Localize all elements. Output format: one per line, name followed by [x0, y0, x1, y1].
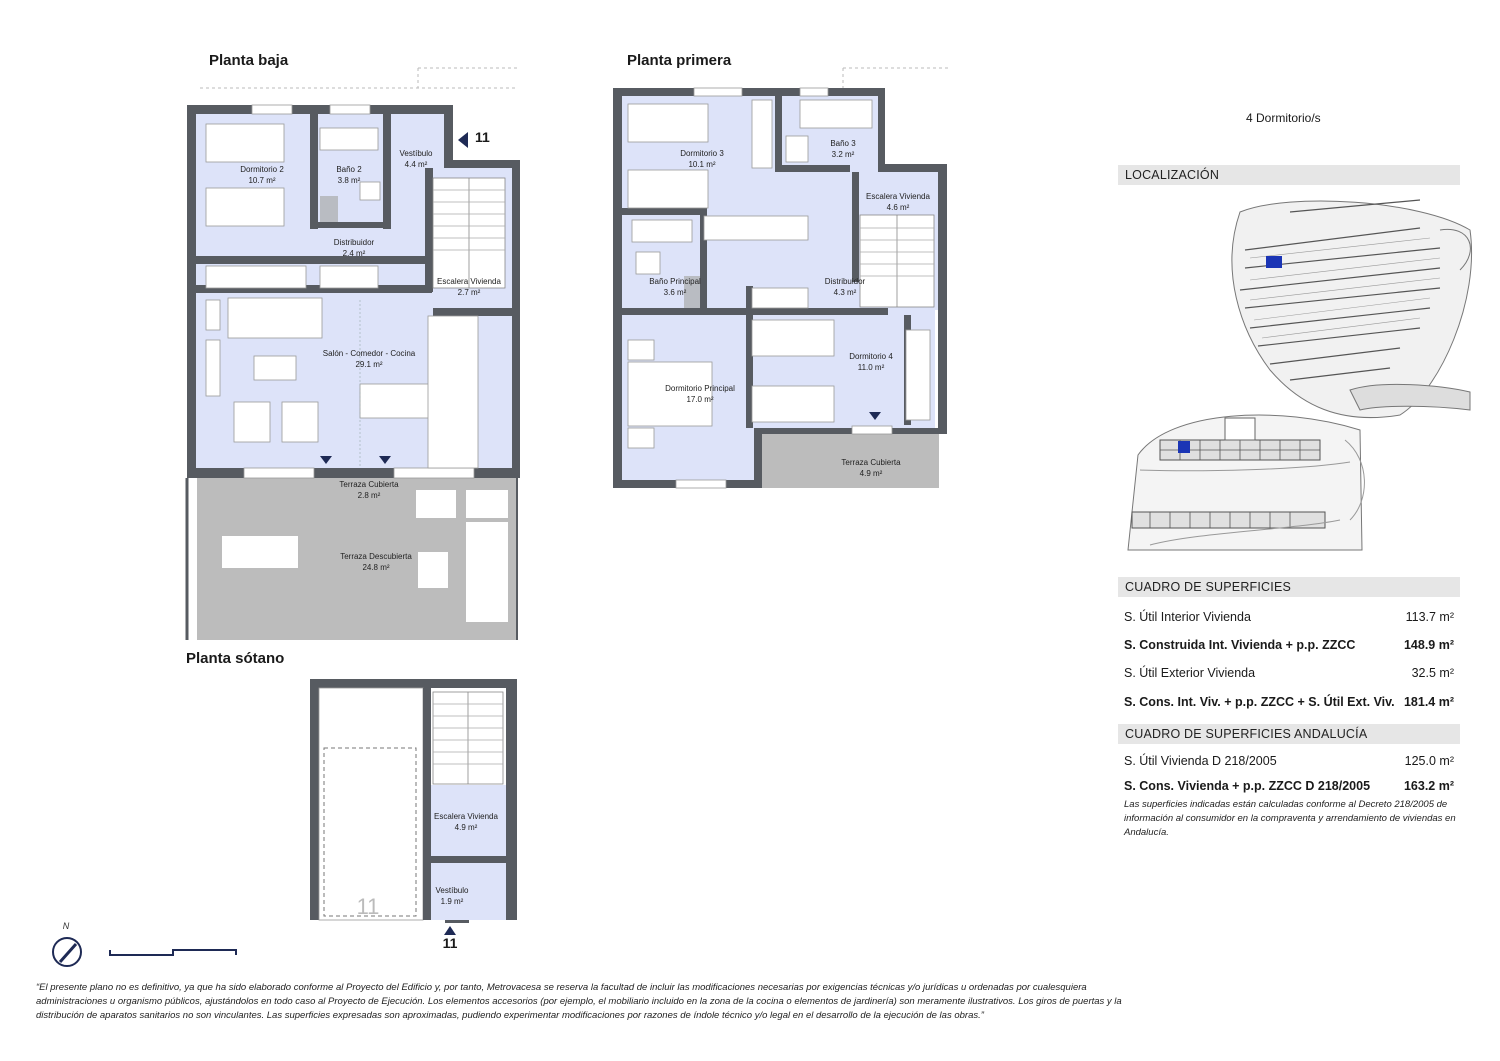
surface-label: S. Útil Interior Vivienda — [1124, 610, 1251, 624]
room-area: 1.9 m² — [440, 897, 464, 906]
room-area: 2.8 m² — [357, 491, 381, 500]
room-name: Escalera Vivienda — [437, 277, 501, 286]
room-area: 3.2 m² — [831, 150, 855, 159]
surface-value: 148.9 m² — [1403, 638, 1454, 652]
room-name: Baño 3 — [830, 139, 856, 148]
location-map-icon — [1128, 200, 1472, 550]
room-name: Distribuidor — [824, 277, 866, 286]
surface-value: 163.2 m² — [1403, 779, 1454, 793]
surface-row — [1124, 666, 1454, 680]
room-area: 24.8 m² — [362, 563, 390, 572]
bedroom-count: 4 Dormitorio/s — [1246, 111, 1321, 125]
disclaimer-text: “El presente plano no es definitivo, ya que ha sido elaborado conforme al Proyecto del Edificio y, por tanto, Metrovacesa se reserva la facultad de incluir las modificaciones necesarias por exigencias técnicas y/o jurídicas u ordenadas por cualesquiera administraciones u organismo públicos, ajustándolos en todo caso al Proyecto de Ejecución. Los elementos accesorios (por ejemplo, el mobiliario incluido en la zona de la cocina o elementos de jardinería) son meramente ilustrativos. Los giros de puertas y la distribución de aparatos sanitarios no son vinculantes. Las superficies expresadas son aproximadas, pudiendo experimentar modificaciones por razones de índole técnico y/o legal en el desarrollo de la ejecución de las obras.” — [36, 982, 1122, 1021]
first-floor-title: Planta primera — [627, 52, 732, 69]
surface-label: S. Útil Exterior Vivienda — [1124, 666, 1256, 680]
surface-value: 32.5 m² — [1411, 666, 1454, 680]
room-area: 17.0 m² — [686, 395, 714, 404]
andalucia-note: Las superficies indicadas están calculadas conforme al Decreto 218/2005 de información al consumidor en la compraventa y arrendamiento de viviendas en Andalucía. — [1124, 799, 1456, 838]
surface-row — [1124, 610, 1454, 624]
room-area: 3.6 m² — [663, 288, 687, 297]
basement-plan — [310, 679, 517, 951]
room-name: Dormitorio 2 — [240, 165, 284, 174]
surface-value: 181.4 m² — [1403, 695, 1454, 709]
room-name: Terraza Descubierta — [340, 552, 412, 561]
surface-value: 125.0 m² — [1404, 754, 1454, 768]
basement-entry-label: 11 — [442, 935, 458, 951]
room-area: 10.1 m² — [688, 160, 716, 169]
surface-label: S. Cons. Int. Viv. + p.p. ZZCC + S. Útil Ext. Viv. — [1124, 695, 1395, 709]
room-name: Baño Principal — [649, 277, 701, 286]
room-area: 4.3 m² — [833, 288, 857, 297]
room-area: 2.7 m² — [457, 288, 481, 297]
room-name: Escalera Vivienda — [434, 812, 498, 821]
basement-title: Planta sótano — [186, 650, 285, 667]
surface-row — [1124, 638, 1454, 652]
surface-row — [1124, 754, 1454, 768]
room-area: 10.7 m² — [248, 176, 276, 185]
compass-icon — [53, 921, 81, 966]
room-name: Salón - Comedor - Cocina — [322, 349, 416, 358]
surfaces-heading: CUADRO DE SUPERFICIES — [1118, 577, 1460, 597]
room-name: Escalera Vivienda — [866, 192, 930, 201]
surface-row — [1124, 779, 1454, 793]
surface-label: S. Cons. Vivienda + p.p. ZZCC D 218/2005 — [1124, 779, 1371, 793]
room-area: 4.9 m² — [454, 823, 478, 832]
location-heading: LOCALIZACIÓN — [1118, 165, 1460, 185]
parking-number: 11 — [356, 894, 380, 919]
room-name: Dormitorio 4 — [849, 352, 893, 361]
ground-entry-label: 11 — [475, 129, 490, 145]
room-name: Dormitorio 3 — [680, 149, 724, 158]
room-area: 29.1 m² — [355, 360, 383, 369]
scale-bar — [110, 950, 236, 955]
room-area: 2.4 m² — [342, 249, 366, 258]
room-name: Dormitorio Principal — [665, 384, 735, 393]
room-name: Distribuidor — [333, 238, 375, 247]
room-area: 4.4 m² — [404, 160, 428, 169]
ground-floor-plan — [187, 68, 520, 640]
room-name: Terraza Cubierta — [841, 458, 901, 467]
room-name: Vestíbulo — [435, 886, 469, 895]
room-name: Vestíbulo — [399, 149, 433, 158]
andalucia-heading: CUADRO DE SUPERFICIES ANDALUCÍA — [1118, 724, 1460, 744]
first-floor-plan — [613, 68, 948, 488]
room-area: 3.8 m² — [337, 176, 361, 185]
room-name: Terraza Cubierta — [339, 480, 399, 489]
room-area: 11.0 m² — [857, 363, 885, 372]
room-area: 4.9 m² — [859, 469, 883, 478]
ground-floor-title: Planta baja — [209, 52, 289, 69]
room-area: 4.6 m² — [886, 203, 910, 212]
surface-row — [1124, 695, 1454, 709]
surface-label: S. Útil Vivienda D 218/2005 — [1124, 754, 1277, 768]
compass-north-label: N — [62, 921, 70, 931]
surface-value: 113.7 m² — [1405, 610, 1454, 624]
surface-label: S. Construida Int. Vivienda + p.p. ZZCC — [1124, 638, 1356, 652]
room-name: Baño 2 — [336, 165, 362, 174]
